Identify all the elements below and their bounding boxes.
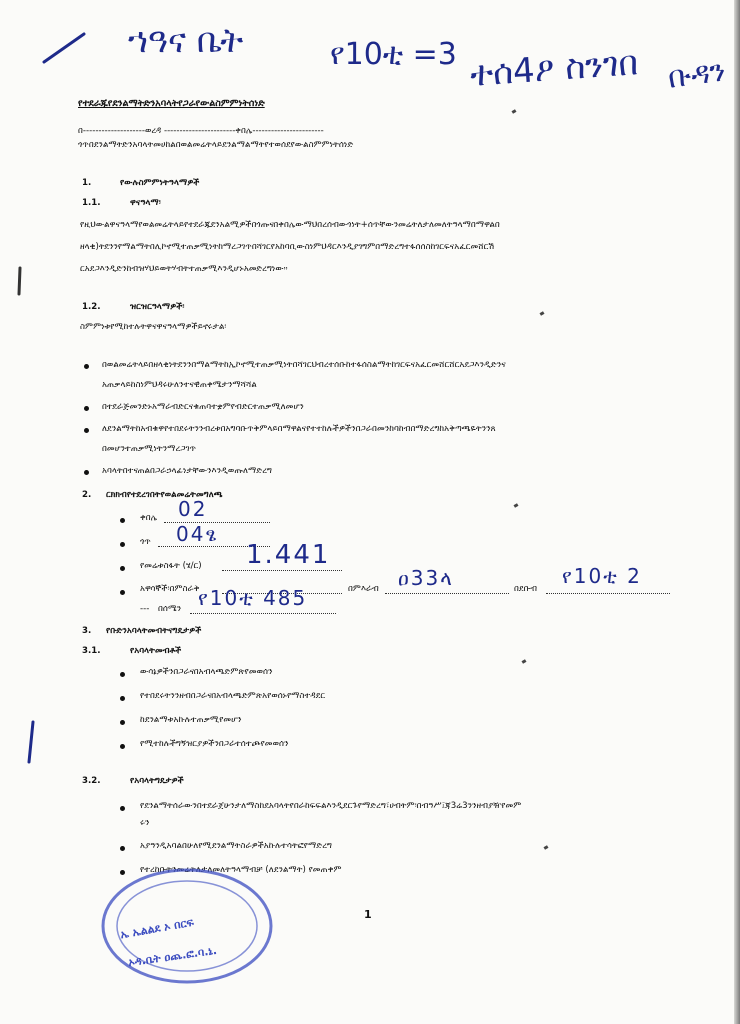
duty-3: የተረከቡትንመሬትለታለመለትዓላማብቻ (ለደንልማት) የመጠቀም bbox=[140, 865, 342, 875]
objective-1-line-1: በወልመሬትላይበዘላቂነትደንንበማልማትከኢኮኖሚተጠቃሚነትበሻገርህብረተሰቡከተፋሰስልማትከገርፍናአፈርመሸርሸርአደጋእንዲድንና bbox=[102, 360, 506, 370]
objective-2: በተደራጅመንድኑአማራብድርናቁጠባተቋምየብድርተጠቃሚለመሆን bbox=[102, 402, 304, 412]
duty-1-line-1: የደንልማትሰራውንበተደራጀሁንታለማስከደአባላትየበራከፍፍልእንዲደርጉየማድረግ፣ሀብትም፡በብዓሥ፤ጃ3ሬ3ንንዘብያዥየመም bbox=[140, 801, 522, 811]
section-3-title: የቡድንአባላትመብትናግዴታዎች bbox=[106, 626, 202, 636]
field-north-label: በሰሜን bbox=[158, 604, 182, 614]
field-kebele-label: ቀበሌ bbox=[140, 513, 158, 523]
field-west-label: በምእራብ bbox=[348, 584, 379, 594]
intro-location-line: በ--------------------ወረዳ -----------------------ቀበሌ----------------------- bbox=[78, 126, 324, 136]
margin-mark bbox=[24, 720, 38, 764]
handwritten-header-3: ተሰ4ዖ ስንገበ bbox=[468, 43, 640, 95]
section-3-1-title: የአባላትመብቶች bbox=[130, 646, 182, 656]
scan-speck bbox=[514, 503, 519, 508]
bullet bbox=[84, 428, 89, 433]
section-1-2-intro: ስምምነቱየሚከተሉትዋናዋናዓላማዎችይኖሩታል፡ bbox=[80, 322, 227, 332]
scan-speck bbox=[540, 311, 545, 316]
field-border-label: አዋሳኞች፡በምስራቅ bbox=[140, 584, 200, 594]
intro-text: ጎጥበደንልማትድንአባላትመሀከልበወልመሬትላይደንልማልማትየተወሰደየውልስምምነትሰነድ bbox=[78, 140, 354, 150]
bullet bbox=[120, 542, 125, 547]
section-3-number: 3. bbox=[82, 626, 92, 636]
field-south-line bbox=[546, 593, 670, 594]
section-1-1-line-2: ዘላቂ)ትደንንየማልማትበሊኮኖሚተጠቃሚነትከማረጋገጥበሻገርየአከባቢውስነምህዳርእንዲያገግምበማድረግተፋሰሰስከገርፍናአፈርመሸርሽ bbox=[80, 242, 495, 252]
field-south-value: የ10ቲ 2 bbox=[562, 564, 642, 588]
duty-2: አያዓንዲአባልበሁለየሚደንልማትስራዎችአኩሉተሳትፎየማድረግ bbox=[140, 841, 332, 851]
margin-mark bbox=[14, 266, 26, 296]
handwritten-header-2: የ10ቲ =3 bbox=[330, 37, 457, 72]
scan-speck bbox=[544, 845, 549, 850]
field-kebele-value: 02 bbox=[178, 497, 208, 521]
field-area-line bbox=[222, 570, 342, 571]
section-1-1-title: ዋናዓላማ፡ bbox=[130, 198, 161, 208]
bullet bbox=[84, 470, 89, 475]
bullet bbox=[84, 406, 89, 411]
bullet bbox=[120, 590, 125, 595]
field-area-label: የመሬቱስፋት (ሄ/ር) bbox=[140, 561, 202, 571]
scan-speck bbox=[512, 109, 517, 114]
bullet bbox=[84, 364, 89, 369]
handwritten-header-4: ቡዳን bbox=[665, 53, 728, 96]
bullet bbox=[120, 806, 125, 811]
bullet bbox=[120, 518, 125, 523]
pen-stroke-mark bbox=[40, 28, 90, 68]
section-1-title: የውሉስምምነትዓላማዎች bbox=[120, 178, 200, 188]
field-west-value: ዐ33ላ bbox=[398, 566, 454, 590]
field-area-value: 1.441 bbox=[246, 540, 331, 570]
scan-edge bbox=[734, 0, 740, 1024]
field-west-line bbox=[385, 593, 509, 594]
bullet bbox=[120, 672, 125, 677]
scan-speck bbox=[522, 659, 527, 664]
objective-3-line-2: በመሆንተጠቃሚነትንማረጋገጥ bbox=[102, 444, 197, 454]
handwritten-header-1: ኀዓና ቤት bbox=[128, 21, 244, 61]
bullet bbox=[120, 696, 125, 701]
section-1-2-number: 1.2. bbox=[82, 302, 101, 312]
document-title: የተደራጁየደንልማትድንአባላትየጋራየውልስምምነትሰነድ bbox=[78, 98, 265, 109]
right-3: ከደንልማቱአኩሉተጠቃሚየመሆን bbox=[140, 715, 242, 725]
section-3-1-number: 3.1. bbox=[82, 646, 101, 656]
page-number: 1 bbox=[364, 908, 372, 921]
bullet bbox=[120, 846, 125, 851]
section-1-2-title: ዝርዝርዓላማዎች፡ bbox=[130, 302, 185, 312]
stamp-text-top: ኤ ኤልልደ ኦ በርፍ bbox=[119, 915, 195, 942]
section-1-1-number: 1.1. bbox=[82, 198, 101, 208]
bullet bbox=[120, 720, 125, 725]
objective-4: አባላትበተናጠልበጋራኃላፊነታቸውንእንዲወጡለማድረግ bbox=[102, 466, 273, 476]
section-3-2-number: 3.2. bbox=[82, 776, 101, 786]
field-east-value: የ10ቲ 485 bbox=[198, 586, 308, 610]
section-1-number: 1. bbox=[82, 178, 92, 188]
objective-3-line-1: ለደንልማትከአብቁዋየተበደሩትንንብረቱበአግባቡጥቅምላይበማዋልናየተተከሉችዎችንበጋራበመንከባከብበማድረግከአቅጣጫዬትንንጸ bbox=[102, 424, 496, 434]
field-north-label-prefix: --- bbox=[140, 604, 150, 614]
stamp-text-bottom: ኦዳ.ቤት ዐጨ.ፎ.ባ.ኔ. bbox=[127, 943, 218, 970]
right-1: ውሳኔዎችንበጋራናበአብላጫድምጽየመወሰን bbox=[140, 667, 273, 677]
bullet bbox=[120, 566, 125, 571]
duty-1-line-2: ሩን bbox=[140, 818, 150, 828]
section-2-title: ርክክብየተደረገበትየወልመሬትመግለጫ bbox=[106, 490, 223, 500]
objective-1-line-2: አጠቃላይከስነምህዳሩሁለንተናዊጠቀሜታንማሻሻል bbox=[102, 380, 257, 390]
right-4: የሚተከሉችግኝዝርያዎችንበጋራተሰተጮየመወሰን bbox=[140, 739, 289, 749]
section-1-1-line-1: የዚህውልዋናዓላማየወልመሬትላይየተደራጁደንአልሚዎችበጎጡናበቀበሌውማህበረሰብውጎነት+ሰጥቸውንመሬትለታለመለትዓላማበማዋልበ bbox=[80, 220, 500, 230]
field-south-label: በደቡብ bbox=[514, 584, 538, 594]
section-2-number: 2. bbox=[82, 490, 92, 500]
field-north-line bbox=[190, 613, 336, 614]
right-2: የተበደሩትንንዘብበጋራናበአብላጫድምጽአየወሰኑየማስተዳደር bbox=[140, 691, 326, 701]
section-1-1-line-3: ርአደጋእንዲድንከብዝሃህይወትሃብትተጠቃሚእንዲሆኑአመድረግነው። bbox=[80, 264, 288, 274]
field-got-value: 04ፄ bbox=[176, 522, 219, 546]
field-got-label: ጎጥ bbox=[140, 537, 151, 547]
bullet bbox=[120, 744, 125, 749]
section-3-2-title: የአባላትግዴታዎች bbox=[130, 776, 184, 786]
